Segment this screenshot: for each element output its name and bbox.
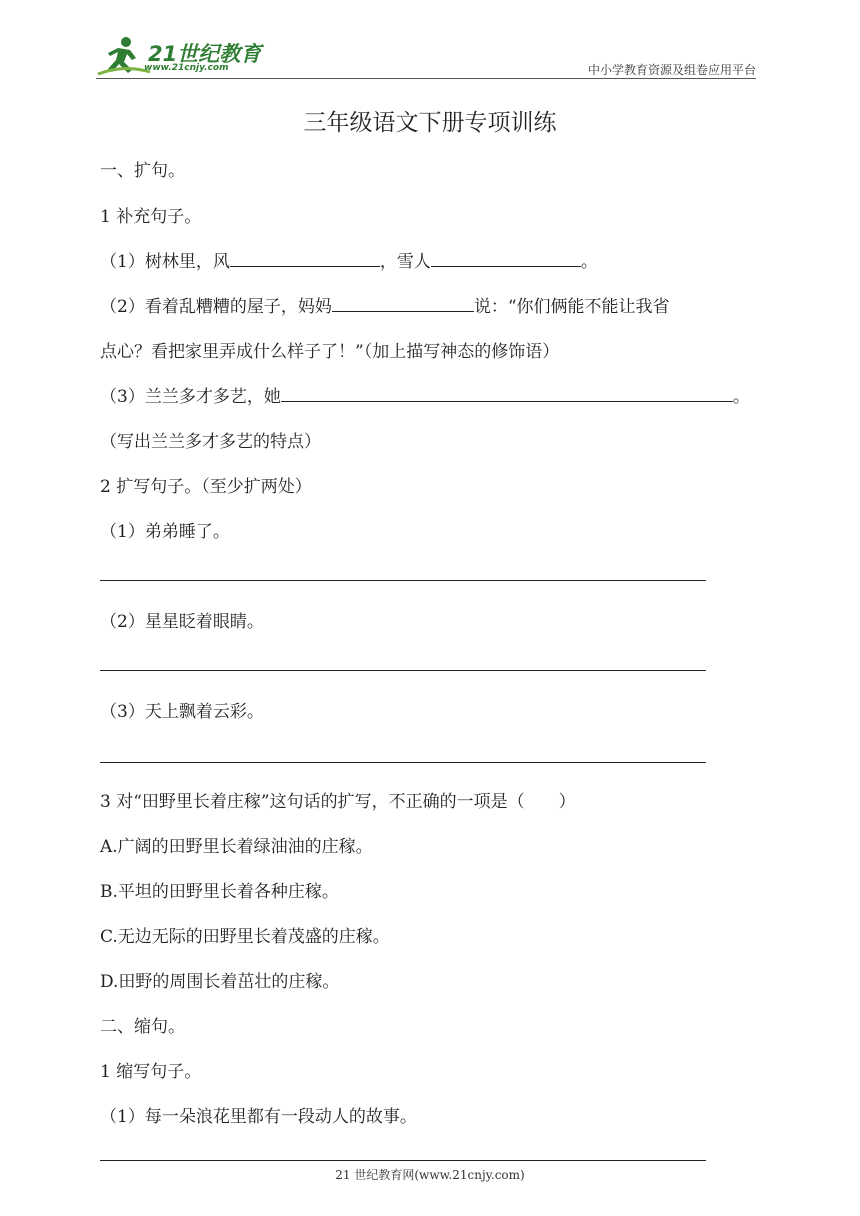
answer-line[interactable] xyxy=(100,762,706,763)
answer-line[interactable] xyxy=(100,580,706,581)
option-a[interactable]: A.广阔的田野里长着绿油油的庄稼。 xyxy=(100,837,373,857)
item-continuation: 点心？看把家里弄成什么样子了！”（加上描写神态的修饰语） xyxy=(100,342,560,362)
item-text: 。 xyxy=(580,252,598,272)
header-divider xyxy=(96,78,756,79)
option-b[interactable]: B.平坦的田野里长着各种庄稼。 xyxy=(100,882,339,902)
question-item xyxy=(100,382,750,407)
question-label: 1 补充句子。 xyxy=(100,207,202,227)
answer-blank[interactable] xyxy=(332,294,474,312)
section-heading: 二、缩句。 xyxy=(100,1017,185,1037)
answer-line[interactable] xyxy=(100,670,706,671)
item-text: 说：“你们俩能不能让我省 xyxy=(473,297,670,317)
answer-blank[interactable] xyxy=(281,384,733,402)
question-item: （1）每一朵浪花里都有一段动人的故事。 xyxy=(100,1107,417,1127)
answer-blank[interactable] xyxy=(431,249,581,267)
option-d[interactable]: D.田野的周围长着茁壮的庄稼。 xyxy=(100,972,340,992)
site-logo[interactable] xyxy=(96,34,266,78)
item-text: （3）兰兰多才多艺，她 xyxy=(100,387,281,407)
question-item: （2）星星眨着眼睛。 xyxy=(100,612,264,632)
question-item: （1）弟弟睡了。 xyxy=(100,522,230,542)
logo-text: 21世纪教育 xyxy=(148,42,262,66)
item-text: （1）树林里，风 xyxy=(100,252,230,272)
option-c[interactable]: C.无边无际的田野里长着茂盛的庄稼。 xyxy=(100,927,390,947)
page-title: 三年级语文下册专项训练 xyxy=(303,110,557,136)
page-header xyxy=(96,34,756,78)
question-stem: 3 对“田野里长着庄稼”这句话的扩写，不正确的一项是（ ） xyxy=(100,792,576,812)
item-text: ，雪人 xyxy=(379,252,431,272)
logo-url: www.21cnjy.com xyxy=(144,63,229,73)
item-text: 。 xyxy=(732,387,750,407)
question-label: 2 扩写句子。（至少扩两处） xyxy=(100,477,312,497)
answer-blank[interactable] xyxy=(230,249,380,267)
item-continuation: （写出兰兰多才多艺的特点） xyxy=(100,432,321,452)
question-item xyxy=(100,292,670,317)
page-footer[interactable]: 21 世纪教育网(www.21cnjy.com) xyxy=(335,1168,525,1182)
question-item xyxy=(100,247,598,272)
question-item: （3）天上飘着云彩。 xyxy=(100,702,264,722)
answer-line[interactable] xyxy=(100,1160,706,1161)
question-label: 1 缩写句子。 xyxy=(100,1062,202,1082)
platform-name: 中小学教育资源及组卷应用平台 xyxy=(587,63,756,77)
item-text: （2）看着乱糟糟的屋子，妈妈 xyxy=(100,297,332,317)
section-heading: 一、扩句。 xyxy=(100,161,185,181)
